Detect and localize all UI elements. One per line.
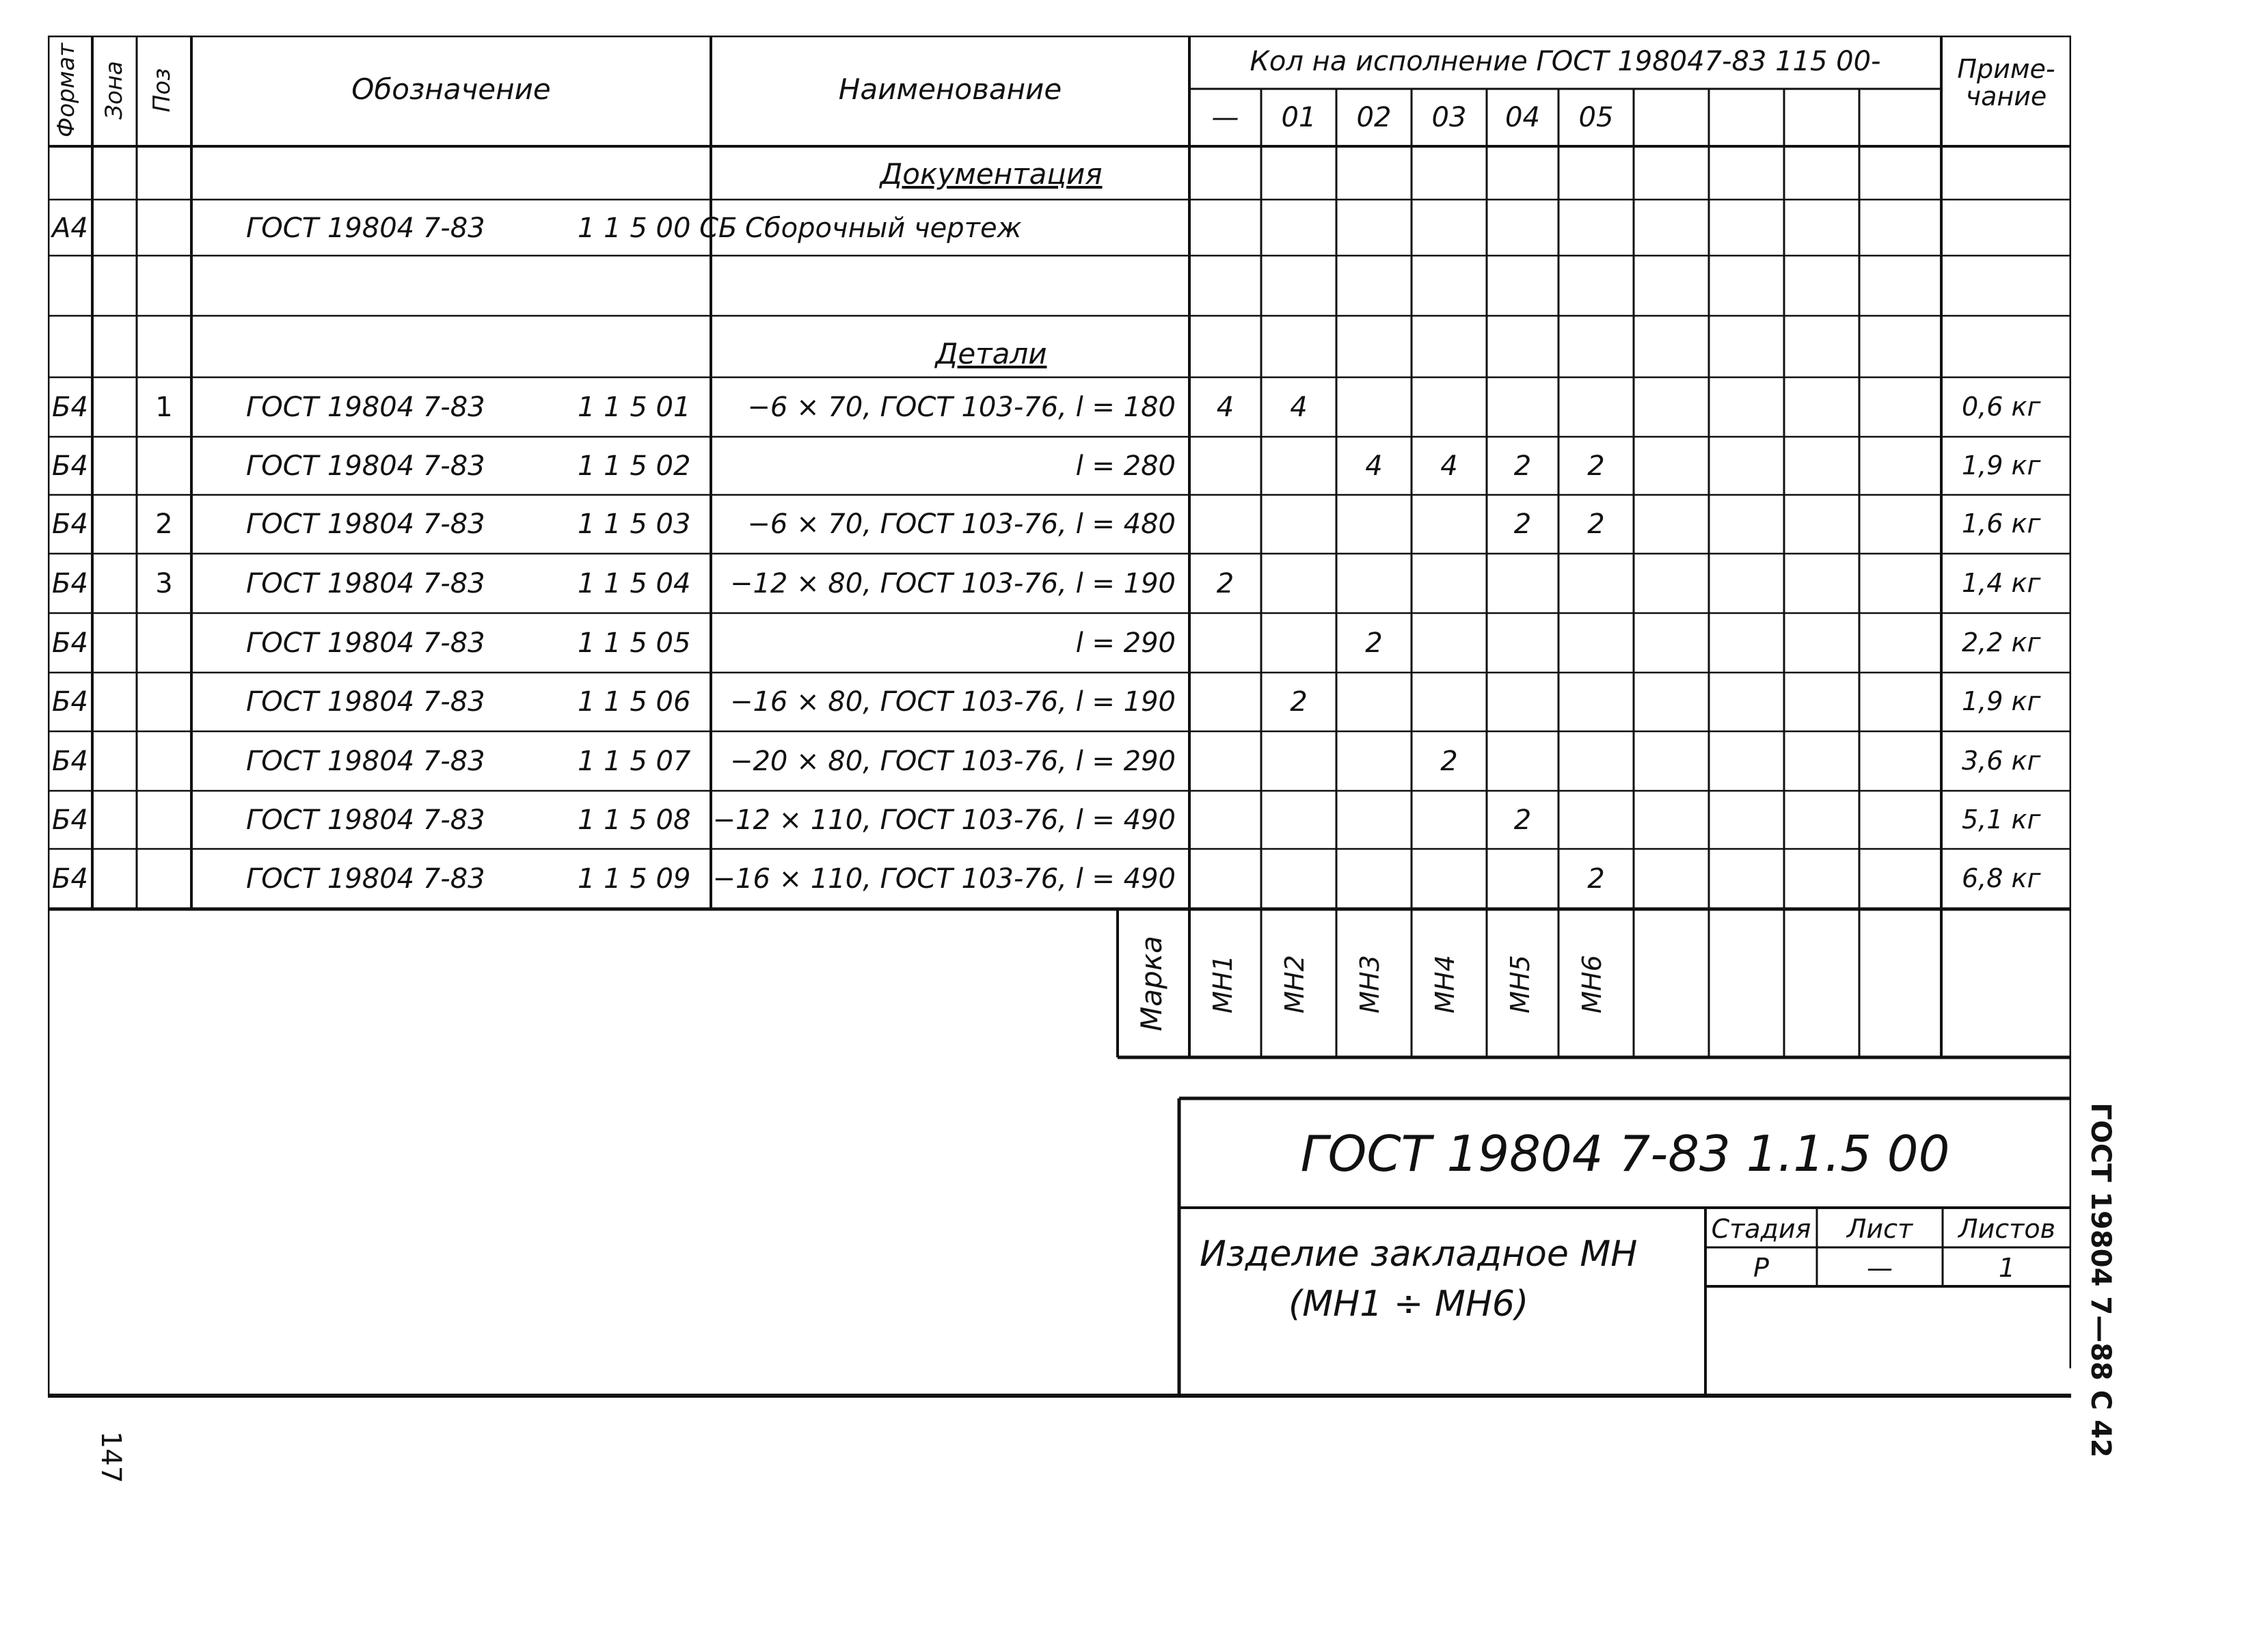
title-doc-number: ГОСТ 19804 7-83 1.1.5 00 [1300, 1125, 1950, 1182]
side-gost-text: ГОСТ 19804 7—88 С 42 [2085, 1102, 2116, 1458]
mark-item: МН1 [1208, 955, 1238, 1014]
row-note: 1,9 кг [1962, 450, 2041, 480]
row-note: 6,8 кг [1962, 863, 2041, 893]
row-qty: 2 [1587, 450, 1605, 482]
row-note: 1,6 кг [1962, 509, 2041, 539]
row-gost: ГОСТ 19804 7-83 [246, 863, 485, 895]
row-qty: 2 [1513, 509, 1532, 540]
row-pos: 2 [155, 509, 173, 540]
row-note: 0,6 кг [1962, 392, 2041, 422]
variant-5: 05 [1578, 102, 1614, 133]
row-code: 1 1 5 02 [578, 450, 691, 482]
row-format: Б4 [52, 392, 88, 423]
variant-0: — [1211, 102, 1239, 133]
row-code: 1 1 5 05 [578, 627, 691, 659]
row-name: l = 280 [1075, 450, 1176, 482]
section-details: Детали [935, 337, 1047, 370]
row-code: 1 1 5 01 [578, 392, 691, 423]
title-product-line2: (МН1 ÷ МН6) [1288, 1284, 1529, 1325]
row-name: −12 × 80, ГОСТ 103-76, l = 190 [729, 568, 1176, 599]
row-qty: 2 [1513, 804, 1532, 836]
doc-name: Сборочный чертеж [745, 213, 1022, 244]
row-code: 1 1 5 09 [578, 863, 691, 895]
row-note: 1,4 кг [1962, 568, 2041, 598]
header-format: Формат [53, 43, 80, 137]
header-note: Приме- чание [1957, 54, 2055, 111]
sheet-value: — [1867, 1253, 1893, 1283]
row-note: 2,2 кг [1962, 627, 2041, 658]
row-qty: 2 [1587, 863, 1605, 895]
row-name: −16 × 110, ГОСТ 103-76, l = 490 [712, 863, 1176, 895]
row-code: 1 1 5 04 [578, 568, 691, 599]
page-number: 147 [95, 1431, 126, 1484]
row-qty: 4 [1290, 392, 1308, 423]
row-gost: ГОСТ 19804 7-83 [246, 450, 485, 482]
section-documentation: Документация [880, 157, 1103, 191]
row-qty: 2 [1216, 568, 1234, 599]
row-code: 1 1 5 06 [578, 686, 691, 718]
sheets-label: Листов [1958, 1214, 2055, 1244]
row-qty: 2 [1290, 686, 1308, 718]
doc-gost: ГОСТ 19804 7-83 [246, 213, 485, 244]
row-gost: ГОСТ 19804 7-83 [246, 746, 485, 777]
drawing-sheet [48, 36, 2071, 1406]
row-gost: ГОСТ 19804 7-83 [246, 392, 485, 423]
row-pos: 1 [155, 392, 173, 423]
row-note: 3,6 кг [1962, 746, 2041, 776]
row-format: Б4 [52, 686, 88, 718]
row-name: −12 × 110, ГОСТ 103-76, l = 490 [712, 804, 1176, 836]
row-format: Б4 [52, 746, 88, 777]
mark-item: МН2 [1280, 955, 1310, 1014]
row-gost: ГОСТ 19804 7-83 [246, 627, 485, 659]
mark-item: МН3 [1355, 955, 1385, 1014]
row-name: −6 × 70, ГОСТ 103-76, l = 480 [747, 509, 1176, 540]
row-gost: ГОСТ 19804 7-83 [246, 568, 485, 599]
row-format: Б4 [52, 863, 88, 895]
sheet-label: Лист [1846, 1214, 1913, 1244]
row-code: 1 1 5 03 [578, 509, 691, 540]
row-qty: 2 [1587, 509, 1605, 540]
variant-4: 04 [1505, 102, 1540, 133]
row-qty: 4 [1365, 450, 1383, 482]
variant-1: 01 [1281, 102, 1317, 133]
sheets-value: 1 [1998, 1253, 2016, 1283]
header-designation: Обозначение [351, 72, 551, 106]
stage-value: Р [1753, 1253, 1769, 1283]
mark-item: МН5 [1505, 955, 1535, 1014]
row-note: 1,9 кг [1962, 686, 2041, 716]
header-name: Наименование [838, 72, 1062, 106]
row-name: −6 × 70, ГОСТ 103-76, l = 180 [747, 392, 1176, 423]
row-gost: ГОСТ 19804 7-83 [246, 509, 485, 540]
row-qty: 4 [1216, 392, 1234, 423]
header-quantity-title: Кол на исполнение ГОСТ 198047-83 115 00- [1250, 46, 1881, 77]
mark-item: МН4 [1430, 955, 1460, 1014]
row-code: 1 1 5 08 [578, 804, 691, 836]
row-format: Б4 [52, 568, 88, 599]
row-gost: ГОСТ 19804 7-83 [246, 804, 485, 836]
variant-3: 03 [1431, 102, 1467, 133]
row-code: 1 1 5 07 [578, 746, 691, 777]
row-qty: 2 [1365, 627, 1383, 659]
mark-item: МН6 [1577, 955, 1607, 1014]
row-qty: 2 [1440, 746, 1458, 777]
header-zone: Зона [100, 61, 128, 120]
header-pos: Поз [148, 68, 176, 113]
row-qty: 2 [1513, 450, 1532, 482]
row-format: Б4 [52, 450, 88, 482]
row-name: −16 × 80, ГОСТ 103-76, l = 190 [729, 686, 1176, 718]
row-gost: ГОСТ 19804 7-83 [246, 686, 485, 718]
doc-code: 1 1 5 00 СБ [578, 213, 738, 244]
marks-label: Марка [1135, 936, 1168, 1031]
row-format: Б4 [52, 804, 88, 836]
row-name: −20 × 80, ГОСТ 103-76, l = 290 [729, 746, 1176, 777]
row-name: l = 290 [1075, 627, 1176, 659]
stage-label: Стадия [1711, 1214, 1811, 1244]
row-pos: 3 [155, 568, 173, 599]
row-qty: 4 [1440, 450, 1458, 482]
title-product-line1: Изделие закладное МН [1200, 1234, 1638, 1275]
variant-2: 02 [1356, 102, 1392, 133]
row-format: Б4 [52, 509, 88, 540]
row-format: Б4 [52, 627, 88, 659]
row-note: 5,1 кг [1962, 804, 2041, 835]
doc-format: А4 [52, 213, 88, 244]
